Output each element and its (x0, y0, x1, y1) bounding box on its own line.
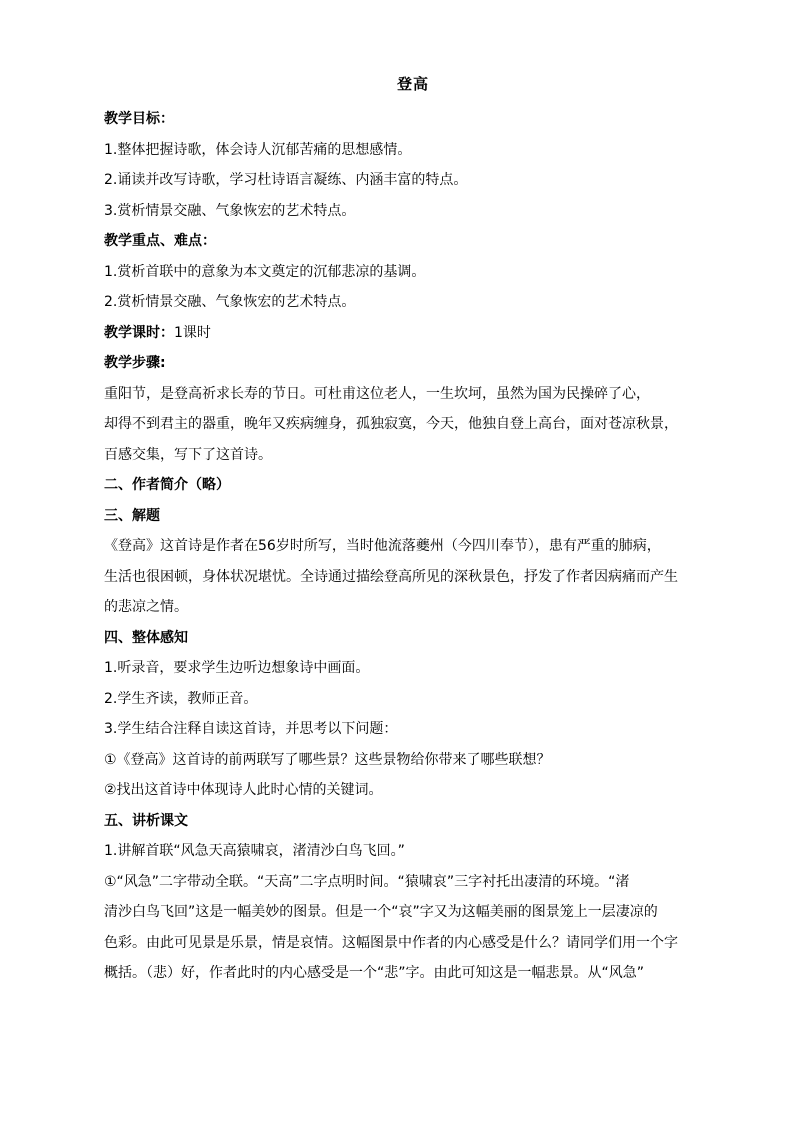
goal-item: 3.赏析情景交融、气象恢宏的艺术特点。 (104, 202, 356, 219)
paragraph-line: 清沙白鸟飞回”这是一幅美妙的图景。但是一个“哀”字又为这幅美丽的图景笼上一层凄凉的 (104, 904, 658, 920)
class-hours-value: 1课时 (174, 324, 211, 341)
overview-question: ②找出这首诗中体现诗人此时心情的关键词。 (104, 782, 383, 798)
paragraph-line: 的悲凉之情。 (104, 599, 188, 615)
intro-paragraph (104, 379, 722, 471)
overview-item: 3.学生结合注释自读这首诗，并思考以下问题： (104, 721, 398, 737)
goal-item: 2.诵读并改写诗歌，学习杜诗语言凝练、内涵丰富的特点。 (104, 172, 468, 188)
overview-item: 1.听录音，要求学生边听边想象诗中画面。 (104, 660, 370, 676)
overview-question: ①《登高》这首诗的前两联写了哪些景？这些景物给你带来了哪些联想？ (104, 751, 551, 768)
goal-item: 1.整体把握诗歌，体会诗人沉郁苦痛的思想感情。 (104, 141, 412, 158)
keypoint-item: 2.赏析情景交融、气象恢宏的艺术特点。 (104, 294, 356, 310)
section-heading-overview: 四、整体感知 (104, 629, 188, 646)
section-heading-author: 二、作者简介（略） (104, 477, 230, 493)
class-hours (104, 318, 722, 349)
paragraph-line: 《登高》这首诗是作者在56岁时所写，当时他流落夔州（今四川奉节），患有严重的肺病， (104, 538, 661, 554)
document-title: 登高 (396, 75, 429, 93)
section-heading-goals: 教学目标： (104, 111, 174, 127)
paragraph-line: 重阳节，是登高祈求长寿的节日。可杜甫这位老人，一生坎坷，虽然为国为民操碎了心， (104, 385, 650, 402)
keypoint-item: 1.赏析首联中的意象为本文奠定的沉郁悲凉的基调。 (104, 263, 426, 280)
paragraph-line: ①“风急”二字带动全联。“天高”二字点明时间。“猿啸哀”三字衬托出凄清的环境。“渚 (104, 873, 630, 890)
paragraph-line: 生活也很困顿，身体状况堪忧。全诗通过描绘登高所见的深秋景色，抒发了作者因病痛而产生 (104, 568, 678, 585)
paragraph-line: 色彩。由此可见景是乐景，情是哀情。这幅图景中作者的内心感受是什么？请同学们用一个字 (104, 934, 678, 951)
analysis-paragraph (104, 867, 722, 989)
overview-item: 2.学生齐读，教师正音。 (104, 690, 258, 707)
analysis-item: 1.讲解首联“风急天高猿啸哀，渚清沙白鸟飞回。” (104, 843, 405, 859)
section-heading-keypoints: 教学重点、难点： (104, 233, 216, 249)
title-explain-paragraph (104, 531, 722, 623)
paragraph-line: 概括。（悲）好，作者此时的内心感受是一个“悲”字。由此可知这是一幅悲景。从“风急” (104, 965, 645, 981)
paragraph-line: 百感交集，写下了这首诗。 (104, 446, 272, 463)
class-hours-label: 教学课时： (104, 324, 174, 341)
section-heading-title-explain: 三、解题 (104, 507, 160, 524)
paragraph-line: 却得不到君主的器重，晚年又疾病缠身，孤独寂寞，今天，他独自登上高台，面对苍凉秋景， (104, 416, 678, 432)
section-heading-analysis: 五、讲析课文 (104, 812, 188, 829)
section-heading-steps: 教学步骤: (104, 355, 166, 371)
